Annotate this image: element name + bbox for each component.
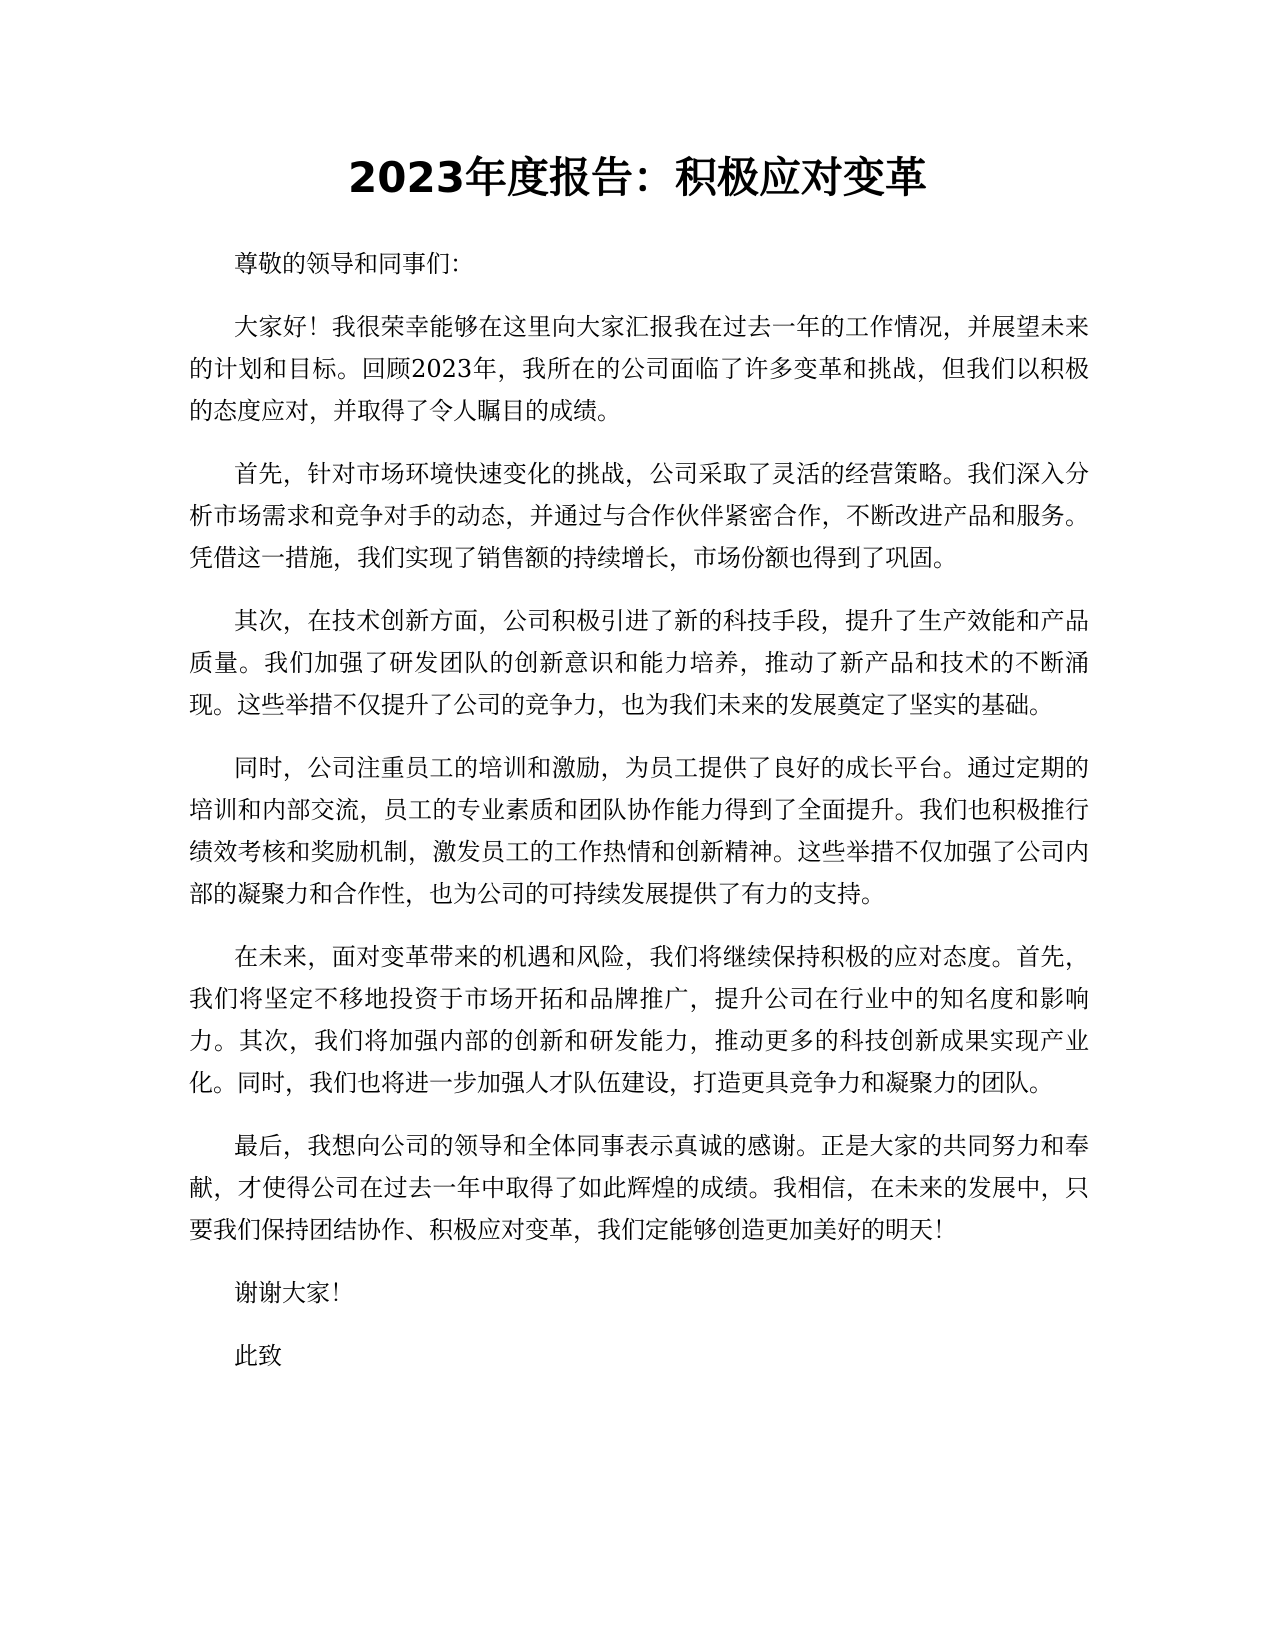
paragraph-tech-innovation: 其次，在技术创新方面，公司积极引进了新的科技手段，提升了生产效能和产品质量。我们加强了研发团队的创新意识和能力培养，推动了新产品和技术的不断涌现。这些举措不仅提升了公司的竞争力，也为我们未来的发展奠定了坚实的基础。 xyxy=(189,607,1089,719)
salutation: 尊敬的领导和同事们： xyxy=(234,250,474,278)
paragraph-market-strategy: 首先，针对市场环境快速变化的挑战，公司采取了灵活的经营策略。我们深入分析市场需求和竞争对手的动态，并通过与合作伙伴紧密合作，不断改进产品和服务。凭借这一措施，我们实现了销售额的持续增长，市场份额也得到了巩固。 xyxy=(189,460,1089,572)
paragraph-intro: 大家好！我很荣幸能够在这里向大家汇报我在过去一年的工作情况，并展望未来的计划和目标。回顾2023年，我所在的公司面临了许多变革和挑战，但我们以积极的态度应对，并取得了令人瞩目的成绩。 xyxy=(189,313,1089,425)
closing-thanks: 谢谢大家！ xyxy=(234,1279,354,1307)
paragraph-future-plans: 在未来，面对变革带来的机遇和风险，我们将继续保持积极的应对态度。首先，我们将坚定不移地投资于市场开拓和品牌推广，提升公司在行业中的知名度和影响力。其次，我们将加强内部的创新和研发能力，推动更多的科技创新成果实现产业化。同时，我们也将进一步加强人才队伍建设，打造更具竞争力和凝聚力的团队。 xyxy=(189,943,1089,1097)
paragraph-thanks: 最后，我想向公司的领导和全体同事表示真诚的感谢。正是大家的共同努力和奉献，才使得公司在过去一年中取得了如此辉煌的成绩。我相信，在未来的发展中，只要我们保持团结协作、积极应对变革，我们定能够创造更加美好的明天！ xyxy=(189,1132,1089,1244)
document-title: 2023年度报告：积极应对变革 xyxy=(348,153,927,202)
paragraph-employee-training: 同时，公司注重员工的培训和激励，为员工提供了良好的成长平台。通过定期的培训和内部交流，员工的专业素质和团队协作能力得到了全面提升。我们也积极推行绩效考核和奖励机制，激发员工的工作热情和创新精神。这些举措不仅加强了公司内部的凝聚力和合作性，也为公司的可持续发展提供了有力的支持。 xyxy=(189,754,1089,908)
closing-regards: 此致 xyxy=(234,1342,282,1370)
document-body xyxy=(189,243,1089,1398)
